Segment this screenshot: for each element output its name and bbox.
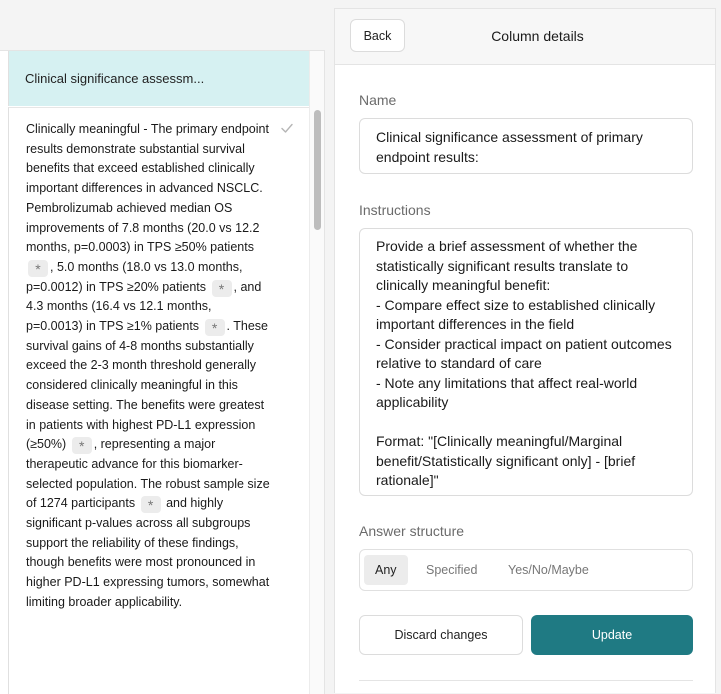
citation-icon[interactable]: * xyxy=(72,437,92,454)
answer-structure-label: Answer structure xyxy=(359,523,465,539)
option-yes-no-maybe[interactable]: Yes/No/Maybe xyxy=(508,563,589,577)
citation-icon[interactable]: * xyxy=(205,319,225,336)
cell-answer-text xyxy=(26,120,271,613)
scrollbar-thumb[interactable] xyxy=(314,110,321,230)
cell-text-segment: , representing a major therapeutic advance for this biomarker-selected population. The robust sample size of 1274 participants xyxy=(26,437,270,511)
check-icon xyxy=(279,120,295,136)
table-cell[interactable] xyxy=(8,107,309,694)
option-specified[interactable]: Specified xyxy=(426,563,478,577)
column-header[interactable]: Clinical significance assessm... xyxy=(8,51,309,106)
instructions-field[interactable]: Provide a brief assessment of whether the statistically significant results translate to clinically meaningful benefit: - Compare effect size to established clinically important differences in the field - Consider practical impact on patient outcomes relative to standard of care - Note any limitations that affect real-world applicability Format: "[Clinically meaningful/Marginal benefit/Statistically significant only] - [brief rationale]" xyxy=(359,228,693,496)
back-button[interactable]: Back xyxy=(350,19,405,52)
name-field[interactable]: Clinical significance assessment of primary endpoint results: xyxy=(359,118,693,174)
cell-text-segment: Clinically meaningful - The primary endpoint results demonstrate substantial survival benefits that exceed established clinically important differences in advanced NSCLC. Pembrolizumab achieved median OS improvements of 7.8 months (20.0 vs 12.2 months, p=0.0003) in TPS ≥50% patients xyxy=(26,122,269,255)
column-details-panel xyxy=(334,8,716,693)
instructions-label: Instructions xyxy=(359,202,431,218)
cell-text-segment: , 5.0 months (18.0 vs 13.0 months, p=0.0012) in TPS ≥20% patients xyxy=(26,259,243,294)
panel-header xyxy=(335,9,715,65)
answer-structure-selector xyxy=(359,549,693,591)
update-button[interactable]: Update xyxy=(531,615,693,655)
divider xyxy=(359,680,693,681)
citation-icon[interactable]: * xyxy=(28,260,48,277)
cell-text-segment: , and 4.3 months (16.4 vs 12.1 months, p=0.0013) in TPS ≥1% patients xyxy=(26,279,262,334)
citation-icon[interactable]: * xyxy=(141,496,161,513)
name-label: Name xyxy=(359,92,397,108)
discard-changes-button[interactable]: Discard changes xyxy=(359,615,523,655)
option-any[interactable]: Any xyxy=(364,555,408,585)
citation-icon[interactable]: * xyxy=(212,280,232,297)
cell-text-segment: . These survival gains of 4-8 months substantially exceed the 2-3 month threshold generally considered clinically meaningful in this disease setting. The benefits were greatest in patients with highest PD-L1 expression (≥50%) xyxy=(26,319,269,452)
results-table-pane xyxy=(0,50,325,694)
cell-text-segment: and highly significant p-values across all subgroups support the reliability of these findings, though benefits were most pronounced in higher PD-L1 expressing tumors, somewhat limiting broader applicability. xyxy=(26,496,270,609)
page-title: Column details xyxy=(491,28,584,44)
vertical-scrollbar[interactable] xyxy=(309,51,325,694)
